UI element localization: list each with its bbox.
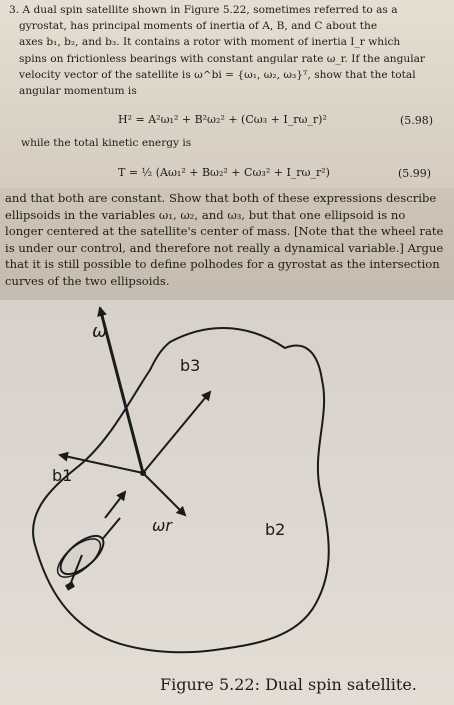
problem-paragraph-1 xyxy=(9,2,443,99)
problem-paragraph-2 xyxy=(5,190,451,290)
text-line: curves of the two ellipsoids. xyxy=(5,273,170,288)
text-line: axes b₁, b₂, and b₃. It contains a rotor with moment of inertia I_r which xyxy=(19,36,401,49)
equation-kinetic-energy: T = ½ (Aω₁² + Bω₂² + Cω₃² + I_rω_r²) xyxy=(118,166,330,179)
equation-number: (5.99) xyxy=(398,167,432,180)
center-point xyxy=(140,470,146,476)
text-line: 3. A dual spin satellite shown in Figure 5.22, sometimes referred to as a xyxy=(9,4,398,16)
label-b1: b1 xyxy=(52,466,73,485)
equation-angular-momentum: H² = A²ω₁² + B²ω₂² + (Cω₃ + I_rω_r)² xyxy=(118,113,327,126)
satellite-diagram xyxy=(0,300,454,705)
omega-r-arrow xyxy=(105,492,125,518)
text-line: angular momentum is xyxy=(19,85,137,98)
text-line: longer centered at the satellite's center of mass. [Note that the wheel rate xyxy=(5,224,444,239)
text-line: gyrostat, has principal moments of inertia of A, B, and C about the xyxy=(19,20,378,33)
text-line: is under our control, and therefore not really a dynamical variable.] Argue xyxy=(5,240,444,255)
text-line: that it is still possible to define polhodes for a gyrostat as the intersection xyxy=(5,257,440,272)
label-b3: b3 xyxy=(180,356,201,375)
between-text: while the total kinetic energy is xyxy=(21,137,192,149)
text-line: velocity vector of the satellite is ω^bi = {ω₁, ω₂, ω₃}ᵀ, show that the total xyxy=(19,68,416,81)
text-line: ellipsoids in the variables ω₁, ω₂, and ω₃, but that one ellipsoid is no xyxy=(5,207,406,222)
label-omega-r: ωr xyxy=(152,516,172,535)
equation-number: (5.98) xyxy=(400,114,434,127)
text-line: spins on frictionless bearings with constant angular rate ω_r. If the angular xyxy=(19,52,425,65)
rotor-shaft-end xyxy=(65,581,75,590)
label-b2: b2 xyxy=(265,520,286,539)
text-line: and that both are constant. Show that both of these expressions describe xyxy=(5,191,437,205)
b3-axis xyxy=(143,392,210,473)
figure-caption: Figure 5.22: Dual spin satellite. xyxy=(160,675,417,694)
b2-axis xyxy=(143,473,185,515)
satellite-body xyxy=(33,328,329,652)
label-omega: ω xyxy=(92,321,108,342)
